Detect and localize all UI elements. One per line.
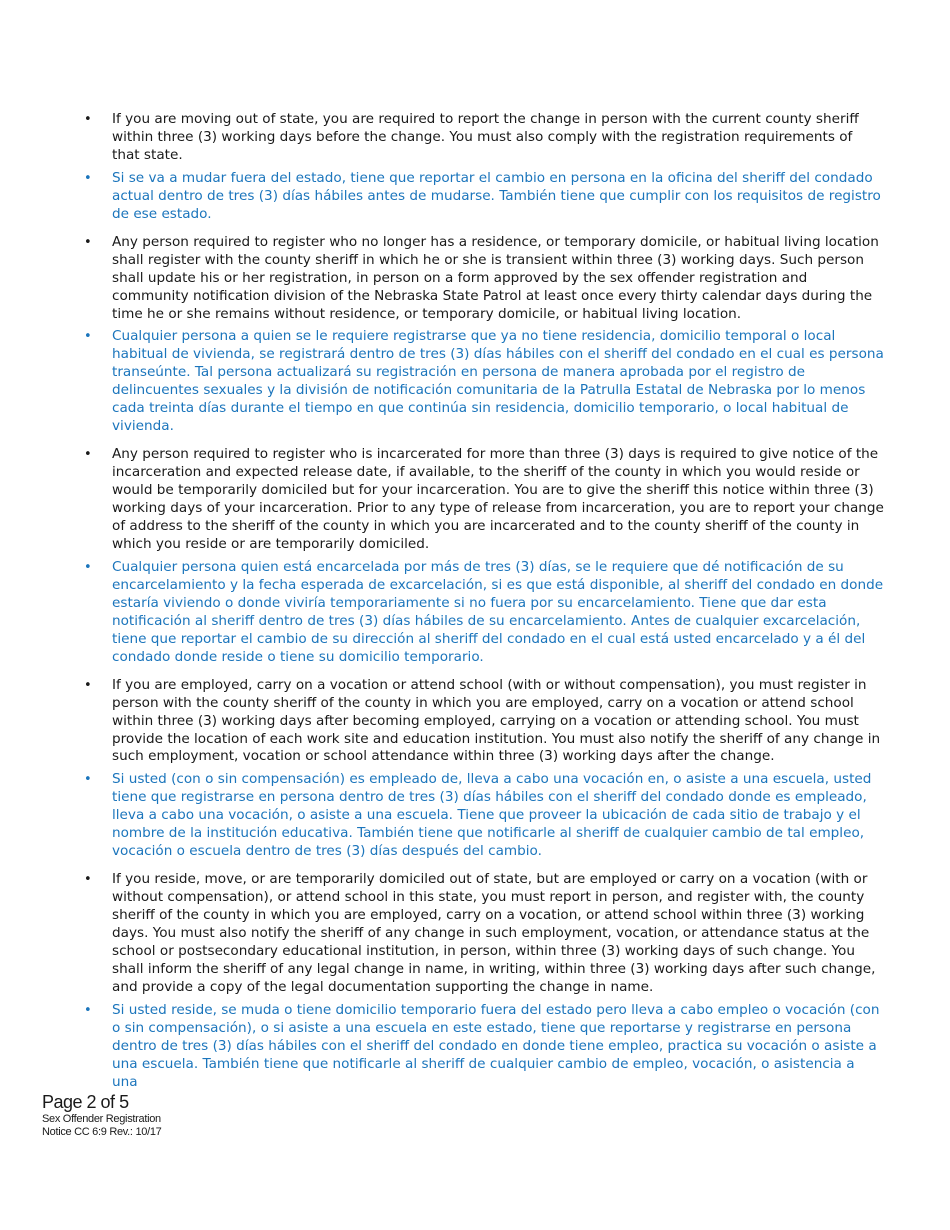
list-item-en-employment: [84, 677, 884, 767]
item-text: Any person required to register who is incarcerated for more than three (3) days is required to give notice of the incarceration and expected release date, if available, to the sheriff of the county in which you would reside or would be temporarily domiciled but for your incarceration. You are to give the sheriff this notice within three (3) working days of your incarceration. Prior to any type of release from incarceration, you are to report your change of address to the sheriff of the county in which you are incarcerated and to the county sheriff of the county in which you reside or are temporarily domiciled.: [112, 446, 884, 552]
list-item-es-incarcerated: [84, 559, 884, 667]
list-item-en-out-of-state-resident: [84, 871, 884, 997]
bullet-icon: •: [84, 772, 92, 788]
form-id: Notice CC 6:9 Rev.: 10/17: [42, 1126, 162, 1138]
item-text: Cualquier persona quien está encarcelada por más de tres (3) días, se le requiere que dé notificación de su encarcelamiento y la fecha esperada de excarcelación, si es que está disponible, al sheriff del condado en donde estaría viviendo o donde viviría temporariamente si no fuera por su encarcelamiento. Tiene que dar esta notificación al sheriff dentro de tres (3) días hábiles de su encarcelamiento. Antes de cualquier excarcelación, tiene que reportar el cambio de su dirección al sheriff del condado en el cual está usted encarcelado y a él del condado donde reside o tiene su domicilio temporario.: [112, 558, 884, 665]
notice-body: [84, 111, 884, 1090]
bullet-icon: •: [84, 234, 92, 250]
item-text: Si usted (con o sin compensación) es empleado de, lleva a cabo una vocación en, o asiste a una escuela, usted tiene que registrarse en persona dentro de tres (3) días hábiles con el sheriff del condado donde es empleado, lleva a cabo una vocación, o asiste a una escuela. Tiene que proveer la ubicación de cada sitio de trabajo y el nombre de la institución educativa. También tiene que notificarle al sheriff de cualquier cambio de tal empleo, vocación o escuela dentro de tres (3) días después del cambio.: [112, 771, 872, 860]
bullet-icon: •: [84, 1002, 92, 1018]
item-text: If you are moving out of state, you are required to report the change in person with the current county sheriff within three (3) working days before the change. You must also comply with the registration requirements of that state.: [112, 111, 859, 163]
list-item-es-no-residence: [84, 328, 884, 436]
item-text: Si se va a mudar fuera del estado, tiene que reportar el cambio en persona en la oficina del sheriff del condado actual dentro de tres (3) días hábiles antes de mudarse. También tiene que cumplir con los requisitos de registro de ese estado.: [112, 169, 881, 222]
page-number: Page 2 of 5: [42, 1092, 129, 1112]
item-text: Any person required to register who no longer has a residence, or temporary domicile, or habitual living location shall register with the county sheriff in which he or she is transient within three (3) working days. Such person shall update his or her registration, in person on a form approved by the sex offender registration and community notification division of the Nebraska State Patrol at least once every thirty calendar days during the time he or she remains without residence, or temporary domicile, or habitual living location.: [112, 233, 879, 322]
list-item-en-incarcerated: [84, 446, 884, 554]
form-title: Sex Offender Registration: [42, 1113, 161, 1125]
bullet-icon: •: [84, 677, 92, 693]
item-text: Cualquier persona a quien se le requiere registrarse que ya no tiene residencia, domicilio temporal o local habitual de vivienda, se registrará dentro de tres (3) días hábiles con el sheriff del condado en el cual es persona transeúnte. Tal persona actualizará su registración en persona de manera aprobada por el registro de delincuentes sexuales y la división de notificación comunitaria de la Patrulla Estatal de Nebraska por lo menos cada treinta días durante el tiempo en que continúa sin residencia, domicilio temporario, o local habitual de vivienda.: [112, 328, 884, 435]
bullet-icon: •: [84, 559, 92, 575]
list-item-es-employment: [84, 771, 884, 861]
bullet-icon: •: [84, 112, 92, 127]
list-item-es-moving-out-of-state: [84, 170, 884, 224]
bullet-icon: •: [84, 872, 92, 888]
page-footer: [42, 1091, 161, 1139]
item-text: If you are employed, carry on a vocation or attend school (with or without compensation), you must register in person with the county sheriff of the county in which you are employed, carry on a vocation or attend school within three (3) working days after becoming employed, carrying on a vocation or attending school. You must provide the location of each work site and education institution. You must also notify the sheriff of any change in such employment, vocation or school attendance within three (3) working days after the change.: [112, 676, 881, 765]
item-text: Si usted reside, se muda o tiene domicilio temporario fuera del estado pero lleva a cabo empleo o vocación (con o sin compensación), o si asiste a una escuela en este estado, tiene que reportarse y registrarse en persona dentro de tres (3) días hábiles con el sheriff del condado en donde tiene empleo, practica su vocación o asiste a una escuela. También tiene que notificarle al sheriff de cualquier cambio de empleo, vocación, o asistencia a una: [112, 1001, 880, 1090]
list-item-en-no-residence: [84, 234, 884, 324]
bullet-icon: •: [84, 447, 92, 463]
list-item-es-out-of-state-resident: [84, 1002, 884, 1092]
list-item-en-moving-out-of-state: [84, 111, 884, 165]
bullet-icon: •: [84, 329, 92, 345]
item-text: If you reside, move, or are temporarily domiciled out of state, but are employed or carry on a vocation (with or without compensation), or attend school in this state, you must report in person, and register with, the county sheriff of the county in which you are employed, carry on a vocation, or attend school within three (3) working days. You must also notify the sheriff of any change in such employment, vocation, or attendance status at the school or postsecondary educational institution, in person, within three (3) working days of such change. You shall inform the sheriff of any legal change in name, in writing, within three (3) working days after such change, and provide a copy of the legal documentation supporting the change in name.: [112, 871, 876, 995]
bullet-icon: •: [84, 170, 92, 186]
